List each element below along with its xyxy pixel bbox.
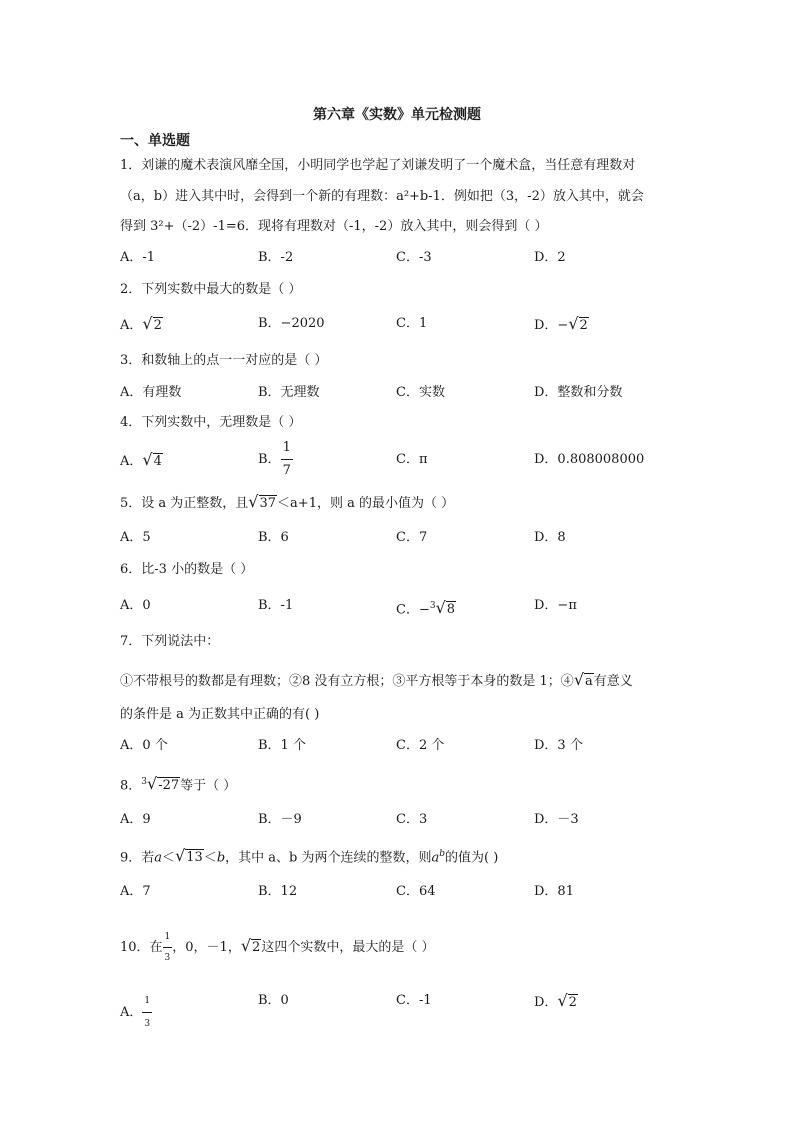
q10-option-d[interactable]: D．√2 [534, 991, 577, 1010]
q2-options [120, 313, 680, 335]
q8-option-d[interactable]: D．－3 [534, 812, 579, 827]
q1-options [120, 247, 680, 269]
q2-option-c[interactable]: C．1 [396, 316, 428, 331]
q9-stem: 9．若a＜√13＜b，其中 a、b 为两个连续的整数，则$a^b$的值为( ) [120, 846, 499, 866]
q2-option-d[interactable]: D．−√2 [534, 314, 588, 333]
q5-option-c[interactable]: C．7 [396, 530, 428, 545]
q4-option-c[interactable]: C．π [396, 452, 428, 467]
q7-option-c[interactable]: C．2 个 [396, 738, 445, 753]
section-heading: 一、单选题 [120, 133, 190, 149]
q3-option-b[interactable]: B．无理数 [258, 385, 320, 400]
q4-option-b[interactable]: B． $\frac{1}{7}$ [258, 437, 293, 482]
q5-options [120, 527, 680, 549]
q1-option-a[interactable]: A．-1 [120, 250, 156, 265]
q4-option-d[interactable]: D．0.808008000 [534, 452, 645, 467]
q3-option-c[interactable]: C．实数 [396, 385, 445, 400]
page-title: 第六章《实数》单元检测题 [313, 107, 481, 123]
q9-option-d[interactable]: D．81 [534, 884, 574, 899]
q8-option-b[interactable]: B．－9 [258, 812, 302, 827]
q10-option-a[interactable]: A． $\frac{1}{3}$ [120, 990, 152, 1035]
q9-option-c[interactable]: C．64 [396, 884, 436, 899]
q7-options [120, 735, 680, 757]
q3-stem: 3．和数轴上的点一一对应的是（ ） [120, 353, 328, 368]
q9-option-a[interactable]: A．7 [120, 884, 151, 899]
q2-option-a[interactable]: A．√2 [120, 314, 162, 333]
q2-stem: 2．下列实数中最大的数是（ ） [120, 282, 302, 297]
q1-option-d[interactable]: D．2 [534, 250, 566, 265]
q10-option-c[interactable]: C．-1 [396, 993, 432, 1008]
q3-options [120, 382, 680, 404]
q3-option-d[interactable]: D．整数和分数 [534, 385, 623, 400]
q9-options [120, 881, 680, 903]
q10-options [120, 990, 680, 1029]
q1-option-c[interactable]: C．-3 [396, 250, 432, 265]
q6-option-c[interactable]: C．−$^3$√8 [396, 598, 456, 618]
q6-option-a[interactable]: A．0 [120, 598, 151, 613]
q4-option-a[interactable]: A．√4 [120, 450, 162, 469]
q5-option-b[interactable]: B．6 [258, 530, 289, 545]
q1-line-3: 得到 3²+（-2）-1=6．现将有理数对（-1，-2）放入其中，则会得到（ ） [120, 219, 548, 234]
q1-option-b[interactable]: B．-2 [258, 250, 294, 265]
q5-stem: 5．设 a 为正整数，且√37＜a+1，则 a 的最小值为（ ） [120, 492, 455, 511]
q6-stem: 6．比-3 小的数是（ ） [120, 562, 254, 577]
q6-option-b[interactable]: B．-1 [258, 598, 294, 613]
q2-option-b[interactable]: B．−2020 [258, 316, 325, 331]
q4-options [120, 440, 680, 478]
q7-option-b[interactable]: B．1 个 [258, 738, 306, 753]
q8-option-c[interactable]: C．3 [396, 812, 428, 827]
q7-option-a[interactable]: A．0 个 [120, 738, 168, 753]
q3-option-a[interactable]: A．有理数 [120, 385, 182, 400]
q1-line-1: 1．刘谦的魔术表演风靡全国，小明同学也学起了刘谦发明了一个魔术盒，当任意有理数对 [120, 158, 636, 173]
q5-option-d[interactable]: D．8 [534, 530, 566, 545]
q7-stem: 7．下列说法中： [120, 634, 220, 649]
q6-options [120, 595, 680, 617]
q5-option-a[interactable]: A．5 [120, 530, 151, 545]
q8-stem: 8．$^3$√-27等于（ ） [120, 774, 237, 794]
q6-option-d[interactable]: D．−π [534, 598, 577, 613]
q8-option-a[interactable]: A．9 [120, 812, 151, 827]
q7-line-2: 的条件是 a 为正数其中正确的有( ) [120, 707, 320, 722]
q10-option-b[interactable]: B．0 [258, 993, 289, 1008]
q1-line-2: （a，b）进入其中时，会得到一个新的有理数：a²+b-1．例如把（3，-2）放入其中，就会 [120, 189, 644, 204]
q10-stem: 10．在 $\frac{1}{3}$ ，0，－1，√2这四个实数中，最大的是（ ） [120, 927, 434, 968]
q4-stem: 4．下列实数中，无理数是（ ） [120, 415, 302, 430]
q7-line-1: ①不带根号的数都是有理数；②8 没有立方根；③平方根等于本身的数是 1；④√a有意义 [120, 670, 633, 689]
q9-option-b[interactable]: B．12 [258, 884, 298, 899]
q7-option-d[interactable]: D．3 个 [534, 738, 583, 753]
q8-options [120, 809, 680, 831]
